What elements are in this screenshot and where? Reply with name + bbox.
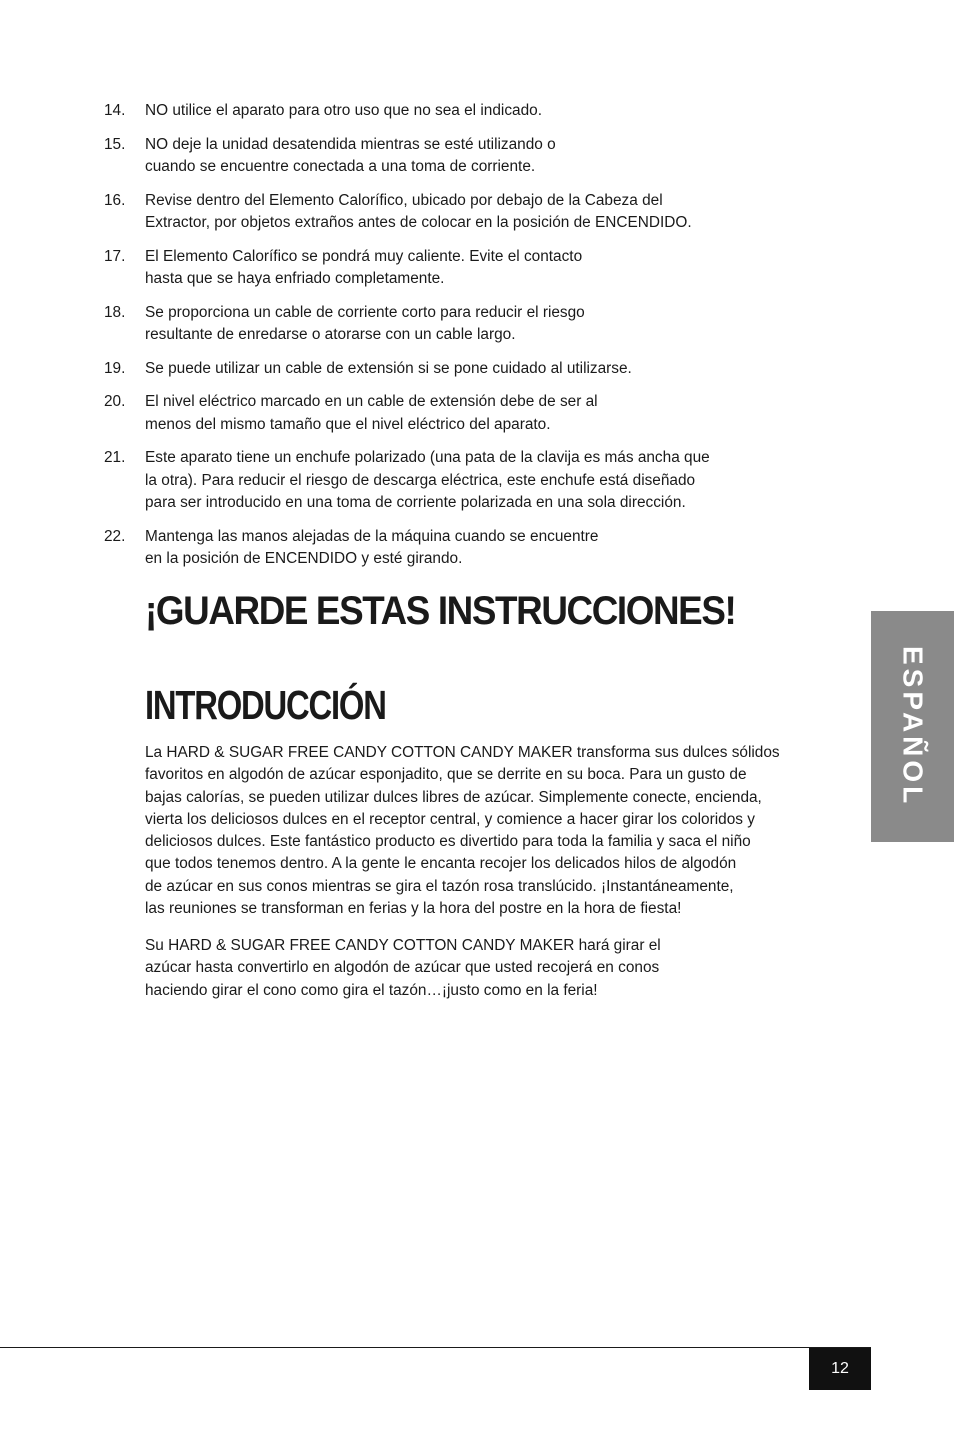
item-text: Mantenga las manos alejadas de la máquina cuando se encuentre	[145, 527, 599, 545]
item-text: El nivel eléctrico marcado en un cable de extensión debe de ser al	[145, 393, 598, 410]
item-text: NO deje la unidad desatendida mientras se esté utilizando o	[145, 135, 556, 153]
paragraph-line: azúcar hasta convertirlo en algodón de azúcar que usted recojerá en conos	[145, 959, 660, 977]
safety-list	[104, 100, 804, 582]
item-number: 20.	[104, 393, 126, 410]
intro-paragraph-1	[145, 742, 845, 920]
item-text: menos del mismo tamaño que el nivel eléctrico del aparato.	[145, 415, 551, 433]
list-item	[104, 526, 804, 571]
paragraph-line: deliciosos dulces. Este fantástico producto es divertido para toda la familia y saca el niño	[145, 833, 751, 851]
list-item	[104, 190, 804, 235]
item-number: 22.	[104, 527, 126, 545]
item-number: 16.	[104, 191, 126, 209]
item-number: 15.	[104, 135, 126, 153]
item-number: 18.	[104, 303, 126, 321]
list-item	[104, 447, 804, 515]
list-item	[104, 246, 804, 291]
item-text: resultante de enredarse o atorarse con un cable largo.	[145, 326, 516, 343]
item-number: 14.	[104, 102, 126, 119]
item-text: Este aparato tiene un enchufe polarizado (una pata de la clavija es más ancha que	[145, 449, 710, 466]
paragraph-line: las reuniones se transforman en ferias y la hora del postre en la hora de fiesta!	[145, 900, 682, 918]
paragraph-line: haciendo girar el cono como gira el tazón…¡justo como en la feria!	[145, 981, 598, 999]
item-number: 21.	[104, 449, 126, 466]
item-text: cuando se encuentre conectada a una toma de corriente.	[145, 158, 536, 175]
item-text: El Elemento Calorífico se pondrá muy caliente. Evite el contacto	[145, 247, 583, 265]
heading-save-instructions: ¡GUARDE ESTAS INSTRUCCIONES!	[145, 589, 736, 633]
footer-divider	[0, 1347, 871, 1348]
paragraph-line: de azúcar en sus conos mientras se gira el tazón rosa translúcido. ¡Instantáneamente,	[145, 877, 734, 895]
language-tab-label: ESPAÑOL	[897, 645, 929, 808]
page-number: 12	[809, 1348, 871, 1390]
intro-paragraph-2	[145, 935, 845, 1002]
paragraph-line: vierta los deliciosos dulces en el receptor central, y comience a hacer girar los coloridos y	[145, 810, 755, 828]
paragraph-line: bajas calorías, se pueden utilizar dulces libres de azúcar. Simplemente conecte, encienda,	[145, 788, 762, 806]
paragraph-line: La HARD & SUGAR FREE CANDY COTTON CANDY MAKER transforma sus dulces sólidos	[145, 744, 780, 761]
item-number: 17.	[104, 247, 126, 265]
item-text: hasta que se haya enfriado completamente.	[145, 270, 445, 287]
paragraph-line: Su HARD & SUGAR FREE CANDY COTTON CANDY MAKER hará girar el	[145, 937, 661, 954]
list-item	[104, 358, 804, 381]
item-text: Se puede utilizar un cable de extensión si se pone cuidado al utilizarse.	[145, 359, 632, 377]
paragraph-line: que todos tenemos dentro. A la gente le encanta recojer los delicados hilos de algodón	[145, 855, 737, 873]
item-text: Extractor, por objetos extraños antes de colocar en la posición de ENCENDIDO.	[145, 214, 692, 231]
item-text: la otra). Para reducir el riesgo de descarga eléctrica, este enchufe está diseñado	[145, 471, 696, 489]
list-item	[104, 391, 804, 436]
list-item	[104, 302, 804, 347]
heading-introduction: INTRODUCCIÓN	[145, 682, 386, 728]
item-number: 19.	[104, 359, 126, 377]
item-text: NO utilice el aparato para otro uso que no sea el indicado.	[145, 102, 542, 119]
language-tab	[871, 611, 954, 842]
item-text: Revise dentro del Elemento Calorífico, ubicado por debajo de la Cabeza del	[145, 191, 663, 209]
item-text: Se proporciona un cable de corriente corto para reducir el riesgo	[145, 303, 585, 321]
list-item	[104, 134, 804, 179]
item-text: para ser introducido en una toma de corriente polarizada en una sola dirección.	[145, 494, 686, 511]
paragraph-line: favoritos en algodón de azúcar esponjadito, que se derrite en su boca. Para un gusto de	[145, 766, 747, 784]
item-text: en la posición de ENCENDIDO y esté girando.	[145, 550, 463, 567]
list-item	[104, 100, 804, 123]
